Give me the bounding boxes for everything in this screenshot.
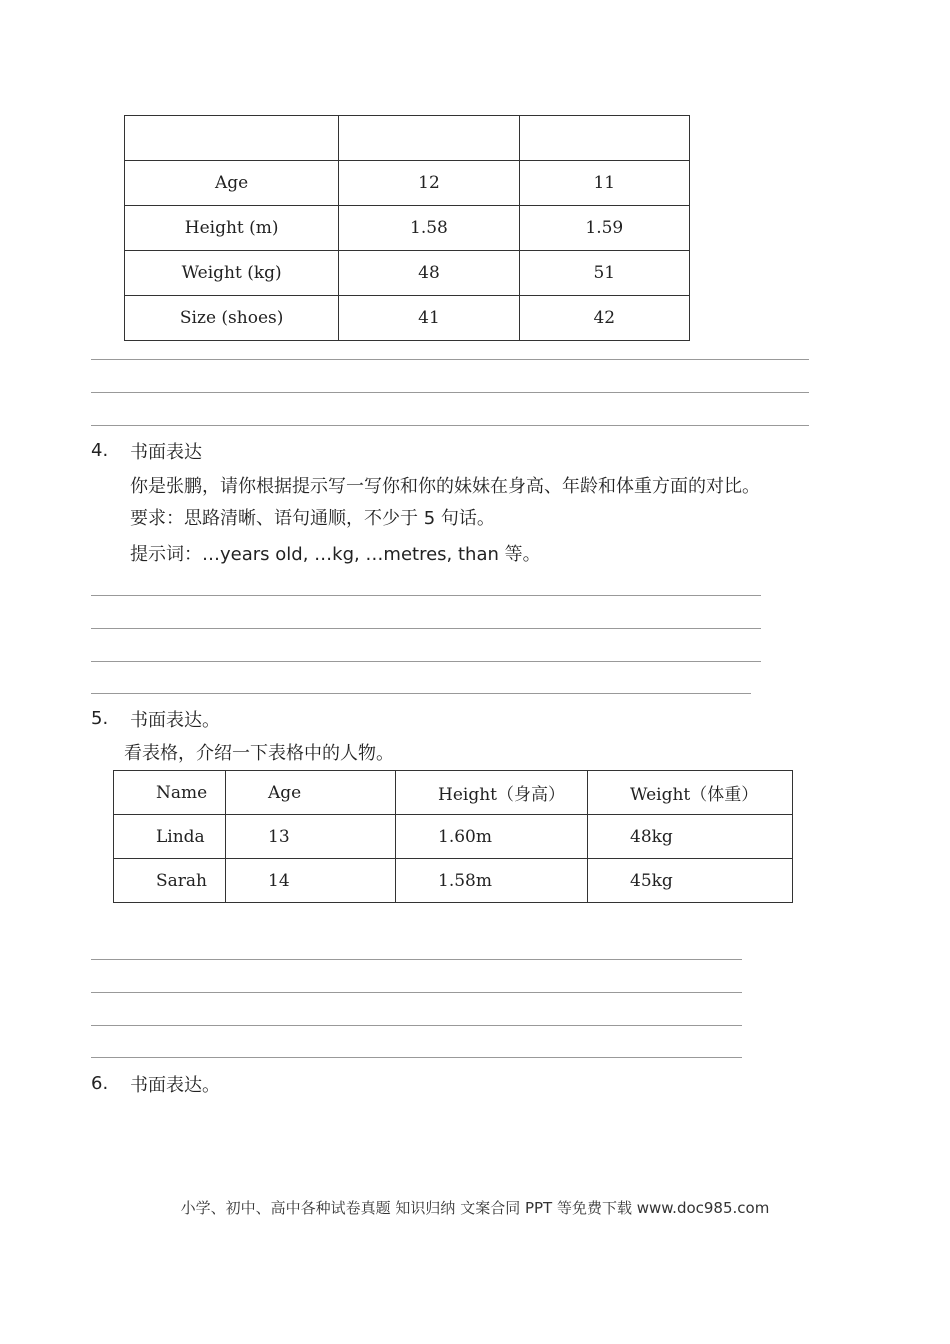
table-cell: 41 <box>339 296 519 341</box>
question-5-title: 书面表达。 <box>130 710 220 731</box>
table-cell: Sarah <box>114 859 226 903</box>
table-cell: Weight (kg) <box>125 251 339 296</box>
question-4-number: 4. <box>91 440 109 461</box>
table-cell: 11 <box>519 161 689 206</box>
table-cell: Age <box>125 161 339 206</box>
people-table <box>113 770 793 903</box>
answer-line[interactable] <box>91 693 751 694</box>
question-4-hint: 提示词：…years old, …kg, …metres, than 等。 <box>130 544 541 565</box>
table-row <box>114 815 793 859</box>
table-header-cell: Weight（体重） <box>588 771 793 815</box>
table-row <box>125 161 690 206</box>
page-footer: 小学、初中、高中各种试卷真题 知识归纳 文案合同 PPT 等免费下载 www.doc985.com <box>180 1199 770 1217</box>
table-cell: Size (shoes) <box>125 296 339 341</box>
question-5-number: 5. <box>91 708 109 729</box>
table-cell: 14 <box>226 859 396 903</box>
answer-line[interactable] <box>91 959 742 960</box>
answer-line[interactable] <box>91 1025 742 1026</box>
table-row <box>125 206 690 251</box>
table-cell <box>339 116 519 161</box>
answer-line[interactable] <box>91 661 761 662</box>
table-header-cell: Name <box>114 771 226 815</box>
table-row <box>114 859 793 903</box>
table-header-cell: Height（身高） <box>396 771 588 815</box>
table-row <box>125 251 690 296</box>
table-cell: 51 <box>519 251 689 296</box>
table-cell: 48 <box>339 251 519 296</box>
question-6-number: 6. <box>91 1073 109 1094</box>
table-cell <box>519 116 689 161</box>
table-cell: Height (m) <box>125 206 339 251</box>
table-cell: 45kg <box>588 859 793 903</box>
table-cell: 13 <box>226 815 396 859</box>
answer-line[interactable] <box>91 628 761 629</box>
answer-line[interactable] <box>91 359 809 360</box>
table-cell: 1.58 <box>339 206 519 251</box>
table-header-row <box>114 771 793 815</box>
question-4-prompt: 你是张鹏，请你根据提示写一写你和你的妹妹在身高、年龄和体重方面的对比。 <box>130 476 760 497</box>
answer-line[interactable] <box>91 425 809 426</box>
table-cell: 1.59 <box>519 206 689 251</box>
question-4-title: 书面表达 <box>130 442 202 463</box>
table-header-cell: Age <box>226 771 396 815</box>
table-row <box>125 116 690 161</box>
table-cell: 1.58m <box>396 859 588 903</box>
comparison-table <box>124 115 690 341</box>
table-cell: 42 <box>519 296 689 341</box>
table-cell: 1.60m <box>396 815 588 859</box>
table-cell <box>125 116 339 161</box>
table-cell: Linda <box>114 815 226 859</box>
table-cell: 48kg <box>588 815 793 859</box>
answer-line[interactable] <box>91 1057 742 1058</box>
question-6-title: 书面表达。 <box>130 1075 220 1096</box>
answer-line[interactable] <box>91 595 761 596</box>
table-cell: 12 <box>339 161 519 206</box>
answer-line[interactable] <box>91 992 742 993</box>
table-row <box>125 296 690 341</box>
answer-line[interactable] <box>91 392 809 393</box>
question-4-requirement: 要求：思路清晰、语句通顺，不少于 5 句话。 <box>130 508 495 529</box>
question-5-prompt: 看表格，介绍一下表格中的人物。 <box>124 743 394 764</box>
